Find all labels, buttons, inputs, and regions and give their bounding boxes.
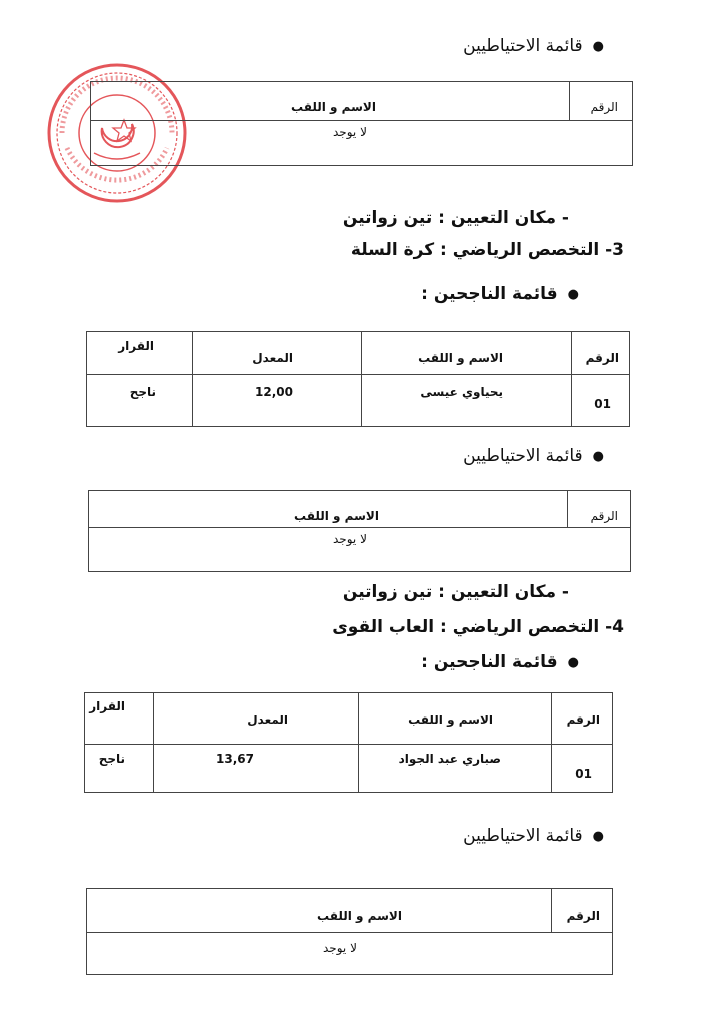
bullet-icon: ● xyxy=(592,38,604,54)
reserves-heading-3: ●قائمة الاحتياطيين xyxy=(463,446,604,466)
header-decision: القرار xyxy=(89,699,125,713)
passed-heading-3: ●قائمة الناجحين : xyxy=(421,284,579,304)
reserves-heading-1: ●قائمة الاحتياطيين xyxy=(463,36,604,56)
location-heading-3: - مكان التعيين : تين زواتين xyxy=(342,208,569,228)
reserves-table-4 xyxy=(86,888,613,975)
header-decision: القرار xyxy=(118,339,154,353)
row-name: صباري عبد الجواد xyxy=(398,752,501,766)
bullet-icon: ● xyxy=(567,286,579,302)
row-average: 12,00 xyxy=(255,385,293,399)
bullet-icon: ● xyxy=(567,654,579,670)
reserves-heading-4: ●قائمة الاحتياطيين xyxy=(463,826,604,846)
bullet-icon: ● xyxy=(592,828,604,844)
specialty-heading-4: 4- التخصص الرياضي : العاب القوى xyxy=(332,617,624,637)
header-name: الاسم و اللقب xyxy=(317,909,402,923)
passed-table-4 xyxy=(84,692,613,793)
bullet-icon: ● xyxy=(592,448,604,464)
row-decision: ناجح xyxy=(129,385,156,399)
location-heading-4: - مكان التعيين : تين زواتين xyxy=(342,582,569,602)
header-average: المعدل xyxy=(247,713,288,727)
reserves-table-1 xyxy=(90,81,633,166)
empty-label: لا يوجد xyxy=(333,532,367,546)
header-name: الاسم و اللقب xyxy=(294,509,379,523)
header-number: الرقم xyxy=(585,351,619,365)
table-row xyxy=(85,745,613,793)
row-name: يحياوي عيسى xyxy=(420,385,503,399)
row-average: 13,67 xyxy=(216,752,254,766)
empty-label: لا يوجد xyxy=(333,125,367,139)
header-number: الرقم xyxy=(566,713,600,727)
header-name: الاسم و اللقب xyxy=(408,713,493,727)
header-number: الرقم xyxy=(566,909,600,923)
header-name: الاسم و اللقب xyxy=(418,351,503,365)
passed-heading-4: ●قائمة الناجحين : xyxy=(421,652,579,672)
specialty-heading-3: 3- التخصص الرياضي : كرة السلة xyxy=(350,240,624,260)
table-row xyxy=(87,375,630,427)
passed-table-3 xyxy=(86,331,630,427)
row-number: 01 xyxy=(575,767,592,781)
row-number: 01 xyxy=(594,397,611,411)
header-number: الرقم xyxy=(590,509,618,523)
row-decision: ناجح xyxy=(98,752,125,766)
header-name: الاسم و اللقب xyxy=(291,100,376,114)
header-number: الرقم xyxy=(590,100,618,114)
reserves-table-3 xyxy=(88,490,631,572)
header-average: المعدل xyxy=(252,351,293,365)
empty-label: لا يوجد xyxy=(323,941,357,955)
